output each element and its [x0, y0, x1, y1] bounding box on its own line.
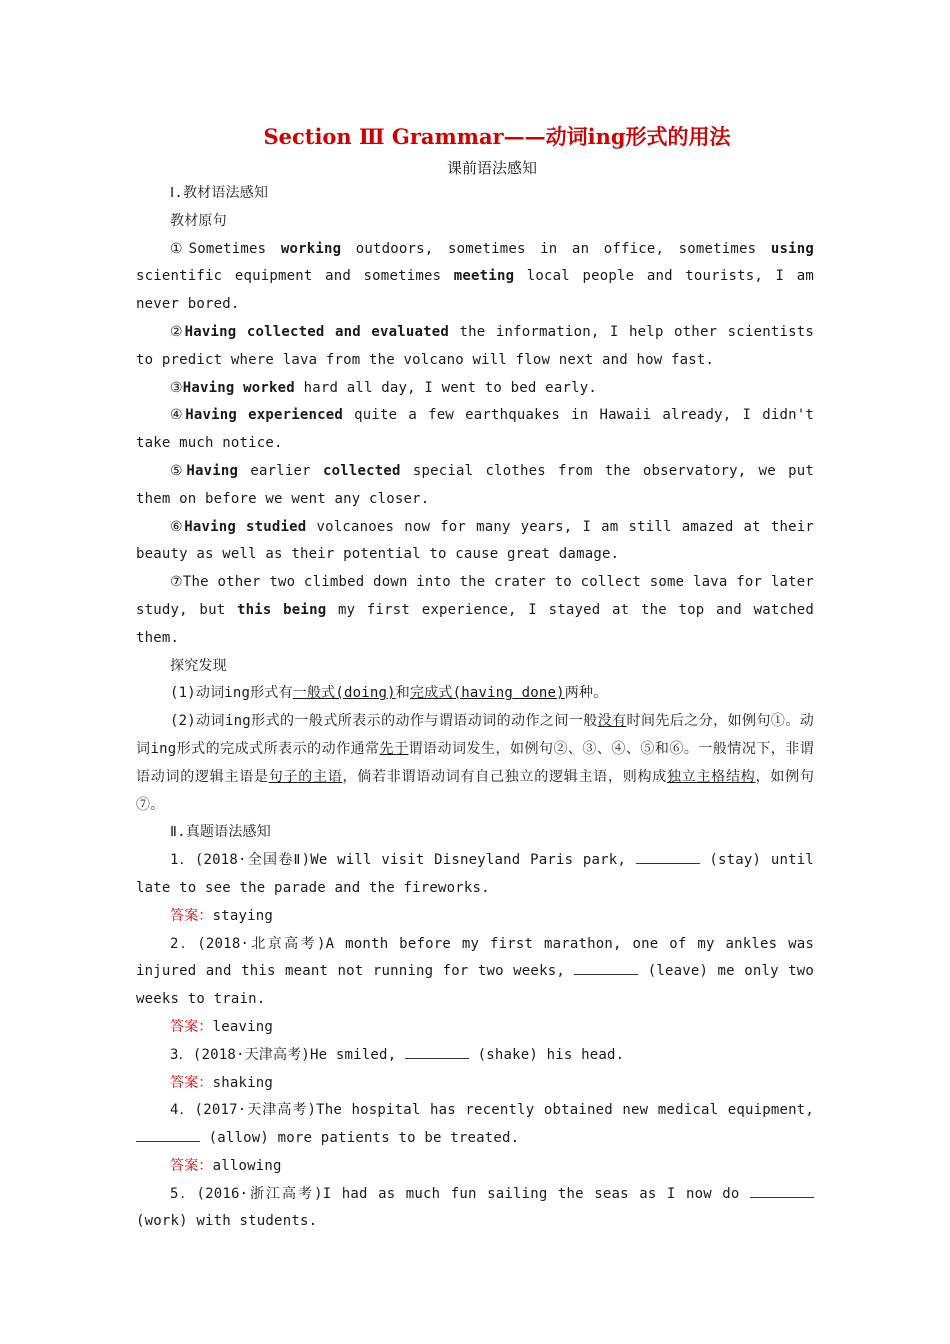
text: (1)动词ing形式有 — [170, 685, 293, 702]
discovery-point-1 — [136, 680, 814, 708]
text: quite a few earthquakes in Hawaii already, I didn't take much notice. — [136, 407, 814, 452]
highlight-verb: Having studied — [184, 518, 307, 535]
underlined-answer: 独立主格结构 — [667, 768, 756, 785]
answer-value: allowing — [212, 1157, 282, 1174]
discovery-point-2 — [136, 708, 814, 819]
answer-label: 答案： — [170, 1074, 213, 1091]
text: (shake) his head. — [468, 1046, 625, 1063]
text: (work) with students. — [136, 1213, 318, 1230]
answer-blank — [636, 849, 700, 864]
text: ，倘若非谓语动词有自己独立的逻辑主语，则构成 — [342, 768, 668, 785]
text: ② — [170, 323, 185, 340]
highlight-verb: collected — [322, 462, 401, 479]
text: scientific equipment and sometimes — [136, 268, 454, 285]
example-sentence-5 — [136, 458, 814, 514]
answer-value: leaving — [212, 1018, 274, 1035]
text: 1．(2018·全国卷Ⅱ)We will visit Disneyland Paris park, — [170, 852, 636, 869]
text: 两种。 — [564, 685, 608, 702]
answer-value: shaking — [212, 1074, 274, 1091]
highlight-verb: Having collected and evaluated — [184, 323, 450, 340]
text: ⑦The other two climbed down into the crater to collect some lava for later study, but — [136, 574, 814, 618]
content-body — [136, 180, 814, 1236]
question-3 — [136, 1042, 814, 1070]
example-sentence-6 — [136, 514, 814, 570]
underlined-answer: 先于 — [379, 740, 409, 757]
section-heading-2: Ⅱ.真题语法感知 — [170, 824, 271, 841]
answer-4 — [136, 1153, 814, 1181]
answer-1 — [136, 903, 814, 931]
text: 4．(2017·天津高考)The hospital has recently obtained new medical equipment, — [170, 1102, 814, 1119]
text: my first experience, I stayed at the top and watched them. — [136, 601, 814, 646]
highlight-verb: using — [770, 240, 814, 257]
text: (allow) more patients to be treated. — [200, 1130, 520, 1147]
underlined-answer: 没有 — [597, 713, 627, 730]
text: ，如例句⑦。 — [136, 768, 815, 813]
example-sentence-1 — [136, 236, 814, 319]
highlight-verb: Having worked — [182, 379, 295, 396]
text: special clothes from the observatory, we put them on before we went any closer. — [136, 462, 814, 507]
text: local people and tourists, I am never bored. — [136, 268, 814, 313]
question-1 — [136, 847, 814, 903]
answer-blank — [750, 1183, 814, 1198]
answer-blank — [136, 1127, 200, 1142]
answer-label: 答案： — [170, 1018, 213, 1035]
answer-value: staying — [212, 907, 274, 924]
question-5 — [136, 1181, 814, 1237]
text: (stay) until late to see the parade and the fireworks. — [136, 852, 814, 896]
answer-blank — [405, 1044, 469, 1059]
text: 3．(2018·天津高考)He smiled, — [170, 1046, 405, 1063]
example-sentence-4 — [136, 402, 814, 458]
text: 谓语动词发生，如例句②、③、④、⑤和⑥。一般情况下，非谓语动词的逻辑主语是 — [136, 740, 814, 785]
text: 2．(2018·北京高考)A month before my first marathon, one of my ankles was injured and this meant not running for two weeks, — [136, 935, 814, 980]
example-sentence-2 — [136, 319, 814, 375]
text: the information, I help other scientists to predict where lava from the volcano will flow next and how fast. — [136, 323, 814, 368]
text: ⑥ — [170, 518, 185, 535]
page-subtitle: 课前语法感知 — [446, 159, 537, 177]
answer-3 — [136, 1070, 814, 1098]
text: ③ — [170, 379, 183, 396]
text: (2)动词ing形式的一般式所表示的动作与谓语动词的动作之间一般 — [170, 713, 598, 730]
highlight-verb: this being — [237, 601, 327, 618]
text: earlier — [238, 462, 323, 479]
text: hard all day, I went to bed early. — [294, 379, 597, 396]
example-sentence-3 — [136, 375, 814, 403]
page-title: Section Ⅲ Grammar——动词ing形式的用法 — [263, 124, 731, 149]
text: ④ — [170, 407, 186, 424]
highlight-verb: Having — [186, 462, 239, 479]
question-2 — [136, 931, 814, 1014]
subheading-original-sentences: 教材原句 — [170, 212, 227, 229]
text: ⑤ — [170, 462, 187, 479]
underlined-answer: 一般式(doing) — [292, 685, 396, 702]
subheading-discovery: 探究发现 — [170, 657, 227, 674]
text: volcanoes now for many years, I am still amazed at their beauty as well as their potential to cause great damage. — [136, 518, 814, 563]
example-sentence-7 — [136, 569, 814, 652]
highlight-verb: meeting — [453, 268, 515, 285]
text: 和 — [395, 685, 410, 702]
answer-2 — [136, 1014, 814, 1042]
text: (leave) me only two weeks to train. — [136, 963, 815, 1008]
underlined-answer: 完成式(having done) — [410, 685, 565, 702]
highlight-verb: working — [280, 240, 342, 257]
text: 5．(2016·浙江高考)I had as much fun sailing the seas as I now do — [170, 1185, 750, 1202]
text: 时间先后之分，如例句①。动词ing形式的完成式所表示的动作通常 — [136, 713, 814, 757]
question-4 — [136, 1097, 814, 1153]
text: outdoors, sometimes in an office, sometimes — [341, 240, 771, 257]
section-heading-1: Ⅰ.教材语法感知 — [170, 185, 269, 201]
highlight-verb: Having experienced — [185, 407, 344, 424]
answer-blank — [574, 960, 638, 975]
answer-label: 答案： — [170, 907, 213, 924]
underlined-answer: 句子的主语 — [268, 768, 343, 785]
text: ①Sometimes — [170, 240, 281, 257]
answer-label: 答案： — [170, 1157, 213, 1174]
